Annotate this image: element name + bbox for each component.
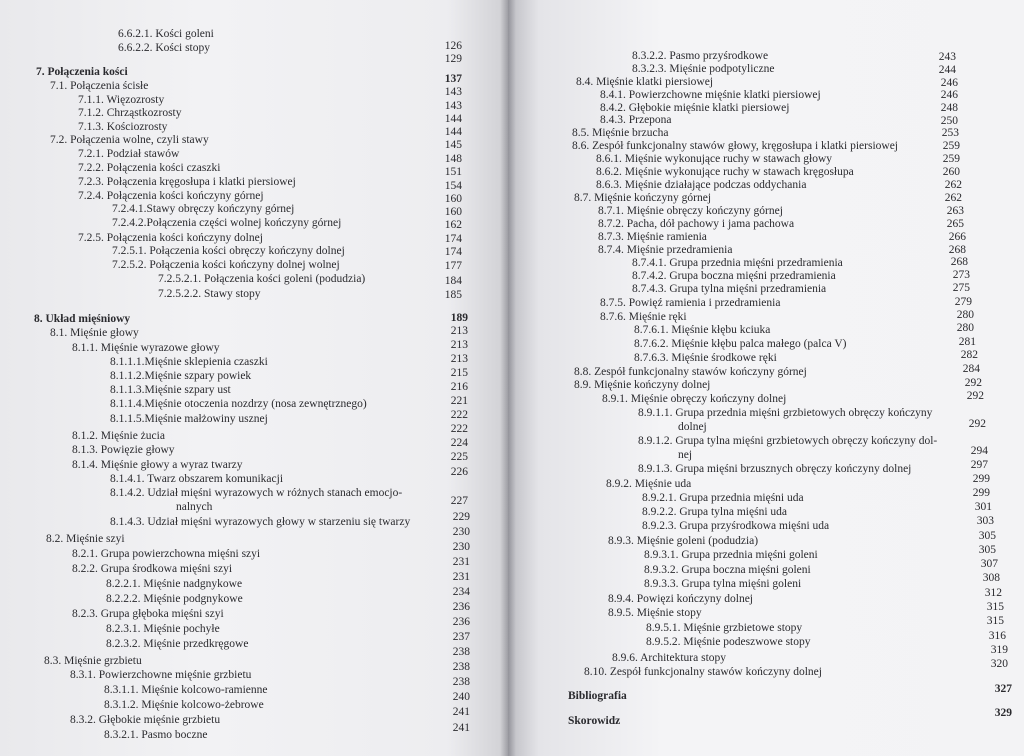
toc-entry: 8.9.3. Mięśnie goleni (podudzia) [608, 535, 759, 547]
toc-entry: 8.3.1.2. Mięśnie kolcowo-żebrowe [104, 699, 264, 711]
toc-page-number: 160 [444, 193, 462, 205]
toc-entry: 8.1.1.3.Mięśnie szpary ust [110, 384, 231, 396]
toc-entry: 8.9.5.2. Mięśnie podeszwowe stopy [646, 636, 811, 648]
toc-page-number: 174 [444, 233, 462, 245]
toc-page-number: 144 [444, 113, 462, 125]
toc-page-number: 238 [452, 661, 470, 673]
toc-entry: 8.1.4.3. Udział mięśni wyrazowych głowy w starzeniu się twarzy [110, 516, 411, 528]
toc-entry: 8.1.4.2. Udział mięśni wyrazowych w różnych stanach emocjo- [110, 487, 403, 499]
toc-page-number: 312 [984, 587, 1002, 599]
toc-entry: 8.9.3.3. Grupa tylna mięśni goleni [644, 578, 802, 590]
toc-page-number: 279 [954, 296, 972, 308]
toc-entry: 8.7.6.3. Mięśnie środkowe ręki [634, 352, 777, 364]
toc-entry: 8.1.3. Powięzie głowy [72, 444, 175, 456]
toc-page-number: 148 [444, 153, 462, 165]
toc-page-number: 213 [450, 325, 468, 337]
toc-page-number: 174 [444, 246, 462, 258]
toc-entry: 8.7.3. Mięśnie ramienia [598, 231, 707, 243]
toc-page-number: 262 [944, 192, 962, 204]
toc-page-number: 301 [974, 501, 992, 513]
toc-page-number: 265 [946, 218, 964, 230]
toc-page-number: 236 [452, 616, 470, 628]
toc-page-number: 129 [444, 53, 462, 65]
toc-chapter: 8. Układ mięśniowy [34, 313, 131, 325]
toc-entry: 8.7.6.2. Mięśnie kłębu palca małego (palca V) [634, 338, 847, 350]
toc-entry: 8.9.2. Mięśnie uda [606, 478, 692, 490]
toc-page-number: 299 [972, 487, 990, 499]
toc-page-number: 329 [994, 707, 1012, 719]
toc-entry: 7.2.4.1.Stawy obręczy kończyny górnej [112, 203, 295, 215]
toc-entry: 8.9.2.1. Grupa przednia mięśni uda [642, 492, 804, 504]
toc-page-number: 222 [450, 423, 468, 435]
toc-entry: dolnej [678, 421, 707, 433]
toc-page-number: 284 [962, 363, 980, 375]
toc-entry: 8.10. Zespół funkcjonalny stawów kończyny dolnej [584, 666, 822, 678]
toc-page-number: 308 [982, 572, 1000, 584]
toc-page-number: 177 [444, 260, 462, 272]
toc-page-number: 273 [952, 269, 970, 281]
toc-entry: 8.9.1.3. Grupa mięśni brzusznych obręczy kończyny dolnej [638, 463, 912, 475]
toc-page-number: 315 [986, 601, 1004, 613]
toc-entry: 8.3.1.1. Mięśnie kolcowo-ramienne [104, 684, 268, 696]
toc-page-number: 238 [452, 646, 470, 658]
toc-page-number: 241 [452, 706, 470, 718]
toc-entry: 7.2.5.2.2. Stawy stopy [158, 288, 261, 300]
toc-page-number: 238 [452, 676, 470, 688]
toc-page-number: 230 [452, 541, 470, 553]
toc-page-number: 280 [956, 322, 974, 334]
toc-entry: 8.3.2.3. Mięśnie podpotyliczne [632, 63, 775, 75]
left-page [0, 0, 508, 756]
toc-page-number: 225 [450, 451, 468, 463]
toc-entry: 7.2.5.2.1. Połączenia kości goleni (podudzia) [158, 273, 366, 285]
toc-entry: 8.3.2. Głębokie mięśnie grzbietu [70, 714, 221, 726]
toc-page-number: 259 [942, 153, 960, 165]
toc-entry: 6.6.2.2. Kości stopy [118, 42, 210, 54]
toc-entry: 8.6.3. Mięśnie działające podczas oddychania [596, 179, 807, 191]
toc-page-number: 281 [958, 336, 976, 348]
toc-page-number: 327 [994, 683, 1012, 695]
toc-page-number: 268 [948, 244, 966, 256]
toc-chapter: Skorowidz [568, 715, 621, 727]
toc-page-number: 231 [452, 556, 470, 568]
toc-entry: 8.7.5. Powięź ramienia i przedramienia [600, 297, 781, 309]
toc-page-number: 305 [978, 530, 996, 542]
toc-entry: 7.2.4.2.Połączenia części wolnej kończyny górnej [112, 217, 342, 229]
toc-page-number: 240 [452, 691, 470, 703]
toc-entry: 7.1.2. Chrząstkozrosty [78, 107, 182, 119]
toc-page-number: 241 [452, 722, 470, 734]
toc-entry: 8.9.4. Powięzi kończyny dolnej [608, 593, 754, 605]
toc-page-number: 237 [452, 631, 470, 643]
toc-page-number: 145 [444, 139, 462, 151]
toc-chapter: Bibliografia [568, 690, 627, 702]
toc-page-number: 229 [452, 511, 470, 523]
toc-page-number: 160 [444, 206, 462, 218]
toc-entry: 8.2.2.2. Mięśnie podgnykowe [106, 593, 243, 605]
toc-page-number: 189 [450, 312, 468, 324]
toc-entry: 7.2.1. Podział stawów [78, 148, 180, 160]
toc-entry: 8.5. Mięśnie brzucha [572, 127, 669, 139]
toc-page-number: 263 [946, 205, 964, 217]
toc-page-number: 246 [940, 77, 958, 89]
toc-page-number: 222 [450, 409, 468, 421]
toc-entry: 8.7.4.1. Grupa przednia mięśni przedramienia [632, 257, 843, 269]
toc-page-number: 250 [940, 115, 958, 127]
toc-page-number: 213 [450, 353, 468, 365]
toc-page-number: 215 [450, 367, 468, 379]
toc-entry: nalnych [176, 501, 213, 513]
toc-page-number: 213 [450, 339, 468, 351]
toc-entry: nej [678, 449, 693, 461]
toc-page-number: 151 [444, 166, 462, 178]
toc-page-number: 216 [450, 381, 468, 393]
toc-page-number: 262 [944, 179, 962, 191]
toc-page-number: 320 [990, 658, 1008, 670]
toc-entry: 7.2.5.1. Połączenia kości obręczy kończyny dolnej [112, 245, 345, 257]
toc-entry: 7.1. Połączenia ścisłe [50, 80, 149, 92]
toc-page-number: 307 [980, 558, 998, 570]
toc-entry: 8.7.6. Mięśnie ręki [600, 311, 687, 323]
toc-page-number: 221 [450, 395, 468, 407]
toc-page-number: 227 [450, 495, 468, 507]
toc-entry: 8.1.1.5.Mięśnie małżowiny usznej [110, 413, 268, 425]
toc-entry: 8.7.4. Mięśnie przedramienia [598, 244, 733, 256]
toc-page-number: 154 [444, 180, 462, 192]
toc-entry: 8.3.2.2. Pasmo przyśrodkowe [632, 50, 769, 62]
toc-page-number: 143 [444, 86, 462, 98]
toc-page-number: 143 [444, 100, 462, 112]
toc-entry: 8.9.5.1. Mięśnie grzbietowe stopy [646, 622, 803, 634]
toc-entry: 7.2.5.2. Połączenia kości kończyny dolnej wolnej [112, 259, 340, 271]
toc-entry: 8.9.1. Mięśnie obręczy kończyny dolnej [602, 393, 787, 405]
toc-entry: 8.2.2.1. Mięśnie nadgnykowe [106, 578, 243, 590]
toc-entry: 8.2.3.1. Mięśnie pochyłe [106, 623, 220, 635]
toc-page-number: 224 [450, 437, 468, 449]
toc-entry: 8.2.1. Grupa powierzchowna mięśni szyi [72, 548, 261, 560]
toc-page-number: 244 [938, 64, 956, 76]
toc-page-number: 248 [940, 102, 958, 114]
toc-entry: 8.7.1. Mięśnie obręczy kończyny górnej [598, 205, 783, 217]
toc-page-number: 299 [972, 473, 990, 485]
toc-page-number: 297 [970, 459, 988, 471]
toc-page-number: 144 [444, 126, 462, 138]
toc-entry: 8.4.1. Powierzchowne mięśnie klatki piersiowej [600, 89, 821, 101]
toc-entry: 8.9.3.2. Grupa boczna mięśni goleni [644, 564, 811, 576]
toc-entry: 7.2. Połączenia wolne, czyli stawy [50, 134, 209, 146]
toc-entry: 8.8. Zespół funkcjonalny stawów kończyny górnej [574, 366, 807, 378]
toc-page-number: 259 [942, 140, 960, 152]
toc-entry: 8.4.3. Przepona [600, 114, 672, 126]
toc-entry: 8.1.1.4.Mięśnie otoczenia nozdrzy (nosa zewnętrznego) [110, 398, 367, 410]
toc-entry: 7.1.1. Więzozrosty [78, 94, 165, 106]
toc-page-number: 266 [948, 231, 966, 243]
toc-entry: 8.9. Mięśnie kończyny dolnej [574, 379, 711, 391]
toc-page-number: 292 [968, 418, 986, 430]
toc-entry: 8.6.2. Mięśnie wykonujące ruchy w stawach kręgosłupa [596, 166, 854, 178]
toc-entry: 8.3.2.1. Pasmo boczne [104, 729, 208, 741]
toc-page-number: 126 [444, 40, 462, 52]
toc-entry: 8.3.1. Powierzchowne mięśnie grzbietu [70, 669, 252, 681]
toc-page-number: 162 [444, 219, 462, 231]
toc-entry: 8.7. Mięśnie kończyny górnej [574, 192, 712, 204]
toc-entry: 8.7.4.2. Grupa boczna mięśni przedramienia [632, 270, 836, 282]
toc-entry: 8.2.2. Grupa środkowa mięśni szyi [72, 563, 233, 575]
toc-entry: 7.1.3. Kościozrosty [78, 121, 168, 133]
toc-entry: 8.6.1. Mięśnie wykonujące ruchy w stawach głowy [596, 153, 833, 165]
toc-page-number: 230 [452, 526, 470, 538]
toc-entry: 8.2.3.2. Mięśnie przedkręgowe [106, 638, 249, 650]
toc-entry: 7.2.5. Połączenia kości kończyny dolnej [78, 232, 263, 244]
toc-page-number: 303 [976, 515, 994, 527]
toc-page-number: 260 [942, 166, 960, 178]
toc-page-number: 226 [450, 466, 468, 478]
toc-entry: 8.9.2.3. Grupa przyśrodkowa mięśni uda [642, 520, 830, 532]
toc-page-number: 292 [964, 377, 982, 389]
toc-page-number: 137 [444, 73, 462, 85]
toc-entry: 8.1.1.2.Mięśnie szpary powiek [110, 370, 252, 382]
toc-entry: 8.1.1.1.Mięśnie sklepienia czaszki [110, 356, 268, 368]
toc-page-number: 185 [444, 289, 462, 301]
toc-page-number: 253 [941, 127, 959, 139]
toc-page-number: 236 [452, 601, 470, 613]
toc-entry: 8.9.6. Architektura stopy [612, 652, 727, 664]
toc-entry: 8.9.1.1. Grupa przednia mięśni grzbietowych obręczy kończyny [638, 407, 933, 419]
toc-page-number: 268 [950, 256, 968, 268]
book-gutter [500, 0, 516, 756]
toc-page-number: 275 [952, 282, 970, 294]
toc-page-number: 294 [970, 445, 988, 457]
toc-entry: 8.9.1.2. Grupa tylna mięśni grzbietowych obręczy kończyny dol- [638, 435, 938, 447]
toc-entry: 8.1.4.1. Twarz obszarem komunikacji [110, 473, 284, 485]
toc-entry: 7.2.4. Połączenia kości kończyny górnej [78, 190, 264, 202]
toc-entry: 8.7.2. Pacha, dół pachowy i jama pachowa [598, 218, 795, 230]
toc-page-number: 246 [940, 89, 958, 101]
right-page [508, 0, 1024, 756]
toc-entry: 8.1.1. Mięśnie wyrazowe głowy [72, 342, 220, 354]
toc-page-number: 280 [956, 309, 974, 321]
toc-entry: 7.2.2. Połączenia kości czaszki [78, 162, 221, 174]
toc-page-number: 319 [990, 644, 1008, 656]
toc-entry: 8.1. Mięśnie głowy [50, 327, 139, 339]
toc-entry: 6.6.2.1. Kości goleni [118, 28, 214, 40]
toc-entry: 8.6. Zespół funkcjonalny stawów głowy, kręgosłupa i klatki piersiowej [572, 140, 898, 152]
toc-page-number: 243 [938, 51, 956, 63]
toc-entry: 8.1.2. Mięśnie żucia [72, 430, 165, 442]
toc-page-number: 315 [986, 615, 1004, 627]
toc-chapter: 7. Połączenia kości [36, 66, 128, 78]
toc-entry: 8.9.2.2. Grupa tylna mięśni uda [642, 506, 788, 518]
toc-page-number: 231 [452, 571, 470, 583]
toc-entry: 8.4.2. Głębokie mięśnie klatki piersiowej [600, 102, 790, 114]
toc-entry: 8.2. Mięśnie szyi [46, 533, 125, 545]
toc-page-number: 316 [988, 630, 1006, 642]
toc-entry: 8.7.6.1. Mięśnie kłębu kciuka [634, 324, 771, 336]
toc-page-number: 292 [966, 390, 984, 402]
toc-entry: 8.7.4.3. Grupa tylna mięśni przedramienia [632, 283, 827, 295]
toc-entry: 8.9.3.1. Grupa przednia mięśni goleni [644, 549, 818, 561]
toc-page-number: 234 [452, 586, 470, 598]
toc-entry: 8.4. Mięśnie klatki piersiowej [576, 76, 714, 88]
toc-page-number: 305 [978, 544, 996, 556]
toc-entry: 7.2.3. Połączenia kręgosłupa i klatki piersiowej [78, 176, 296, 188]
toc-entry: 8.9.5. Mięśnie stopy [608, 607, 702, 619]
toc-entry: 8.2.3. Grupa głęboka mięśni szyi [72, 608, 224, 620]
toc-page-number: 184 [444, 275, 462, 287]
toc-entry: 8.3. Mięśnie grzbietu [44, 655, 142, 667]
toc-page-number: 282 [960, 349, 978, 361]
toc-entry: 8.1.4. Mięśnie głowy a wyraz twarzy [72, 459, 243, 471]
